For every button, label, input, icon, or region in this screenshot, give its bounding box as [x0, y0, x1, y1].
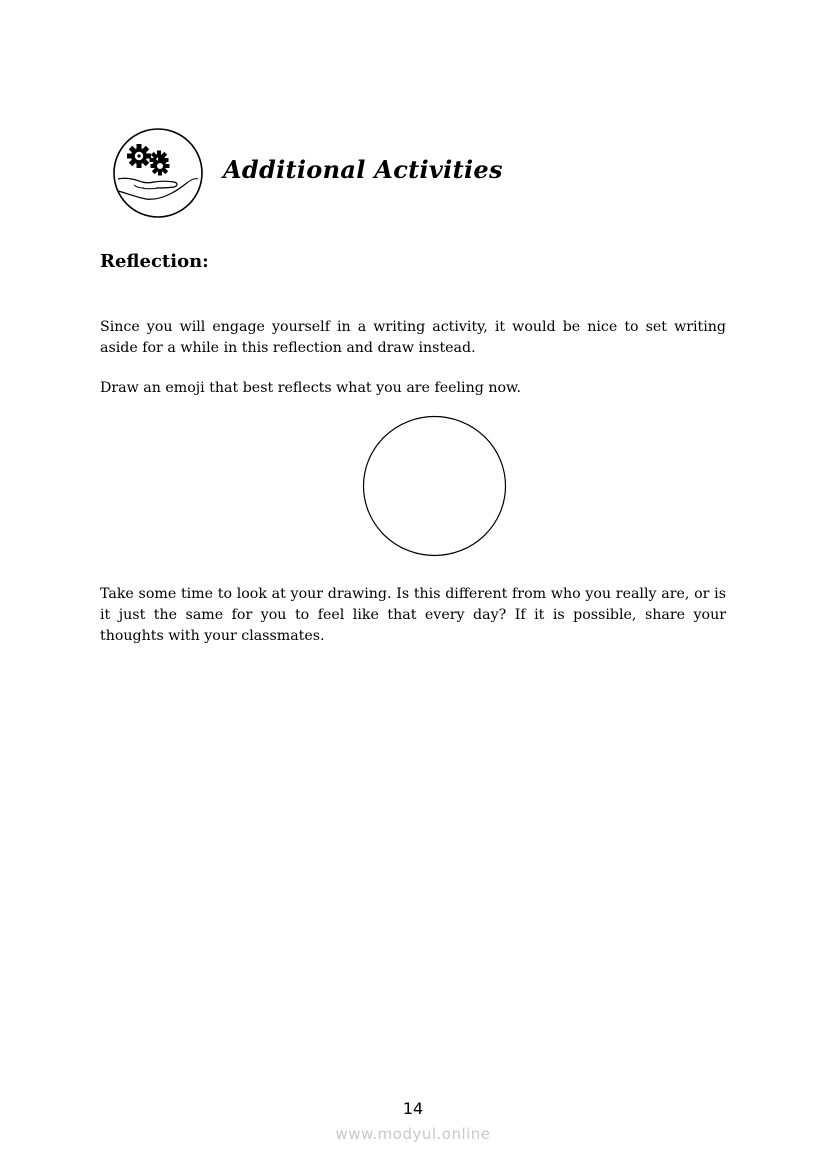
section-title: Additional Activities — [223, 155, 503, 184]
emoji-drawing-circle[interactable] — [362, 415, 507, 557]
reflection-paragraph-instruction: Draw an emoji that best reflects what you are feeling now. — [100, 380, 521, 396]
reflection-paragraph-followup: Take some time to look at your drawing. Is this different from who you really are, or is it just the same for you to feel like that every day? If it is possible, share your thoughts with your classmates. — [100, 586, 726, 644]
watermark-text: www.modyul.online — [335, 1125, 491, 1143]
gears-in-hand-icon — [112, 127, 204, 219]
reflection-heading: Reflection: — [100, 251, 209, 272]
page-number: 14 — [402, 1099, 424, 1118]
reflection-paragraph-intro: Since you will engage yourself in a writing activity, it would be nice to set writing aside for a while in this reflection and draw instead. — [100, 319, 726, 356]
